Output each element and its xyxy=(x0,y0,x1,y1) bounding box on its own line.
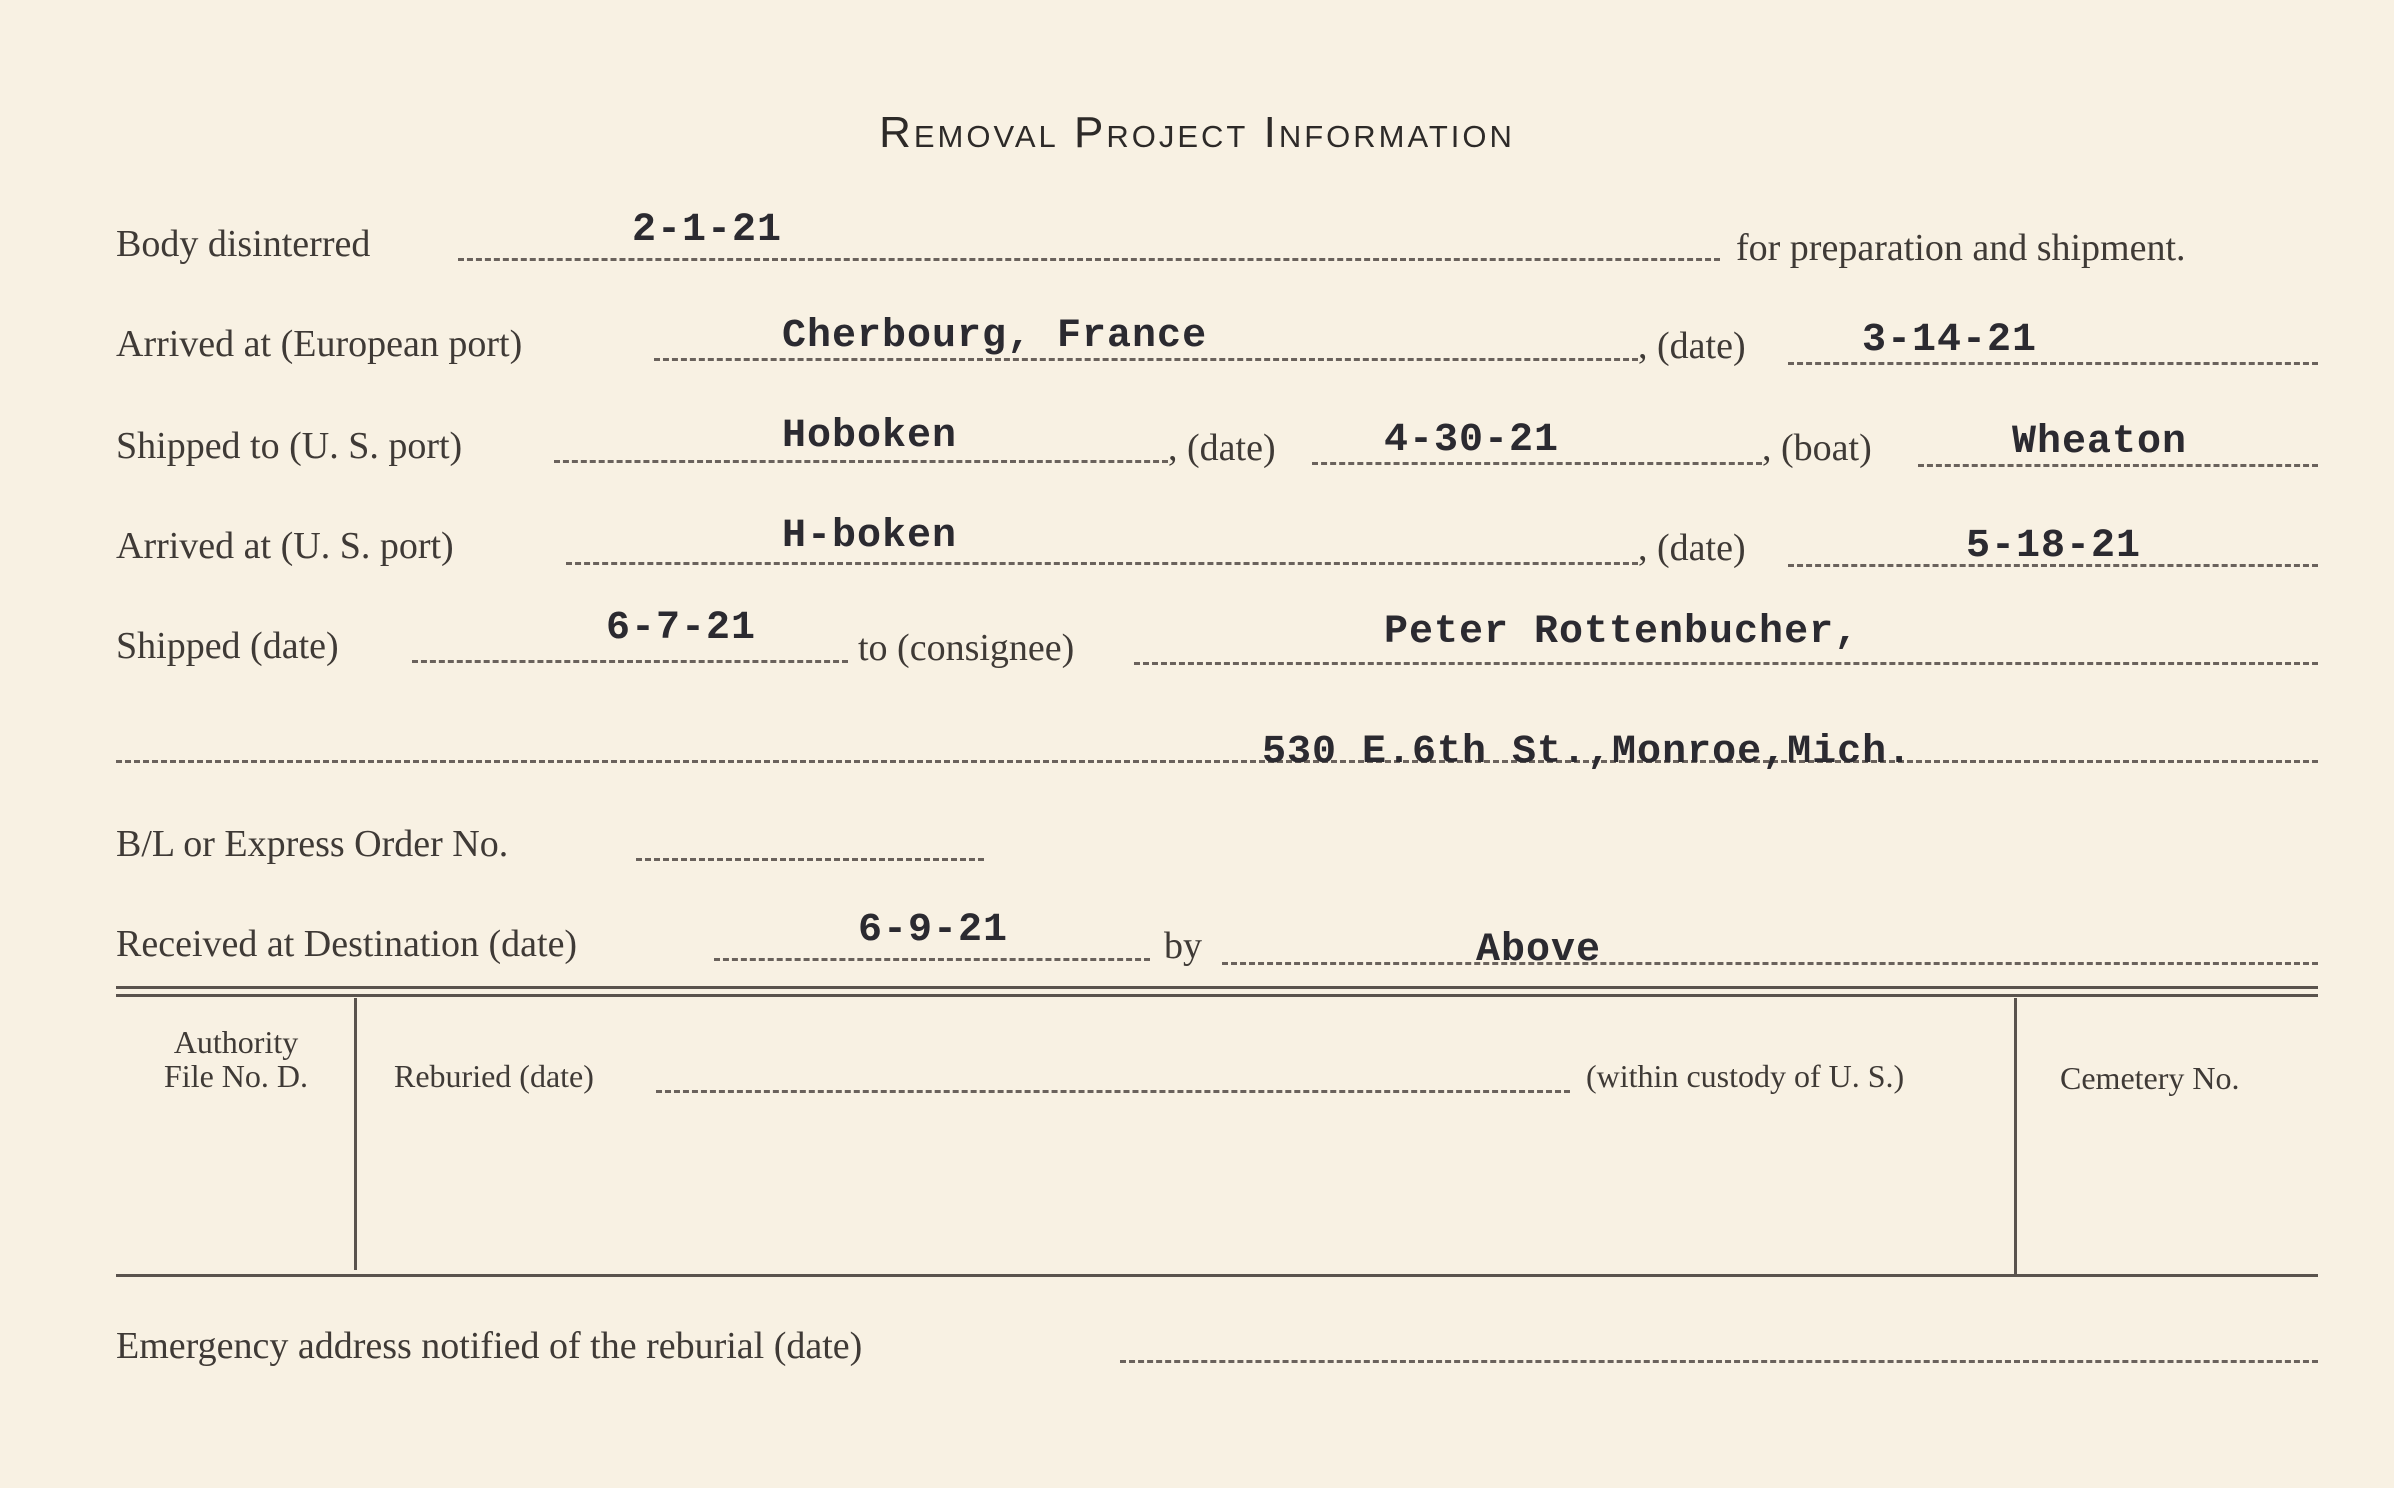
emergency-label: Emergency address notified of the reburial (date) xyxy=(116,1325,863,1367)
arrived-us-line xyxy=(566,562,1638,565)
arrived-eu-date-label: , (date) xyxy=(1638,325,1746,367)
arrived-us-date: 5-18-21 xyxy=(1966,524,2142,569)
shipped-date-line xyxy=(412,660,848,663)
shipped-date: 6-7-21 xyxy=(606,606,757,651)
arrived-eu-value: Cherbourg, France xyxy=(782,314,1208,359)
disinterred-value: 2-1-21 xyxy=(632,208,783,253)
card-title: Removal Project Information xyxy=(879,108,1515,157)
shipped-us-date-label: , (date) xyxy=(1168,427,1276,469)
shipped-us-boat-label: , (boat) xyxy=(1762,427,1872,469)
shipped-us-date: 4-30-21 xyxy=(1384,418,1560,463)
authority-label-2: File No. D. xyxy=(164,1058,308,1094)
consignee-line xyxy=(1134,662,2318,665)
received-by-label: by xyxy=(1164,925,1202,967)
custody-label: (within custody of U. S.) xyxy=(1586,1058,1905,1094)
shipped-us-line xyxy=(554,460,1168,463)
arrived-eu-label: Arrived at (European port) xyxy=(116,323,523,365)
arrived-us-label: Arrived at (U. S. port) xyxy=(116,525,454,567)
box-divider-right xyxy=(2014,998,2017,1276)
shipped-us-boat: Wheaton xyxy=(2012,420,2188,465)
received-by-line xyxy=(1222,962,2318,965)
bl-label: B/L or Express Order No. xyxy=(116,823,509,865)
authority-label-1: Authority xyxy=(173,1024,299,1060)
box-divider-left xyxy=(354,998,357,1270)
emergency-line xyxy=(1120,1360,2318,1363)
cemetery-label: Cemetery No. xyxy=(2060,1060,2240,1096)
received-by: Above xyxy=(1476,928,1602,973)
reburied-label: Reburied (date) xyxy=(394,1058,594,1094)
disinterred-label: Body disinterred xyxy=(116,223,371,265)
bl-line xyxy=(636,858,984,861)
shipped-us-label: Shipped to (U. S. port) xyxy=(116,425,463,467)
arrived-us-value: H-boken xyxy=(782,514,958,559)
box-bottom-rule xyxy=(116,1274,2318,1277)
box-top-rule-1 xyxy=(116,986,2318,989)
address-line xyxy=(116,760,2318,763)
shipped-label: Shipped (date) xyxy=(116,625,339,667)
consignee-address: 530 E.6th St.,Monroe,Mich. xyxy=(1262,730,1913,775)
received-date: 6-9-21 xyxy=(858,908,1009,953)
consignee-label: to (consignee) xyxy=(858,627,1075,669)
received-date-line xyxy=(714,958,1150,961)
disinterred-line xyxy=(458,258,1720,261)
shipped-us-value: Hoboken xyxy=(782,414,958,459)
box-top-rule-2 xyxy=(116,994,2318,997)
received-label: Received at Destination (date) xyxy=(116,923,578,965)
disinterred-suffix: for preparation and shipment. xyxy=(1736,227,2186,269)
reburied-line xyxy=(656,1090,1570,1093)
consignee-name: Peter Rottenbucher, xyxy=(1384,610,1860,655)
arrived-eu-date: 3-14-21 xyxy=(1862,318,2038,363)
arrived-us-date-label: , (date) xyxy=(1638,527,1746,569)
